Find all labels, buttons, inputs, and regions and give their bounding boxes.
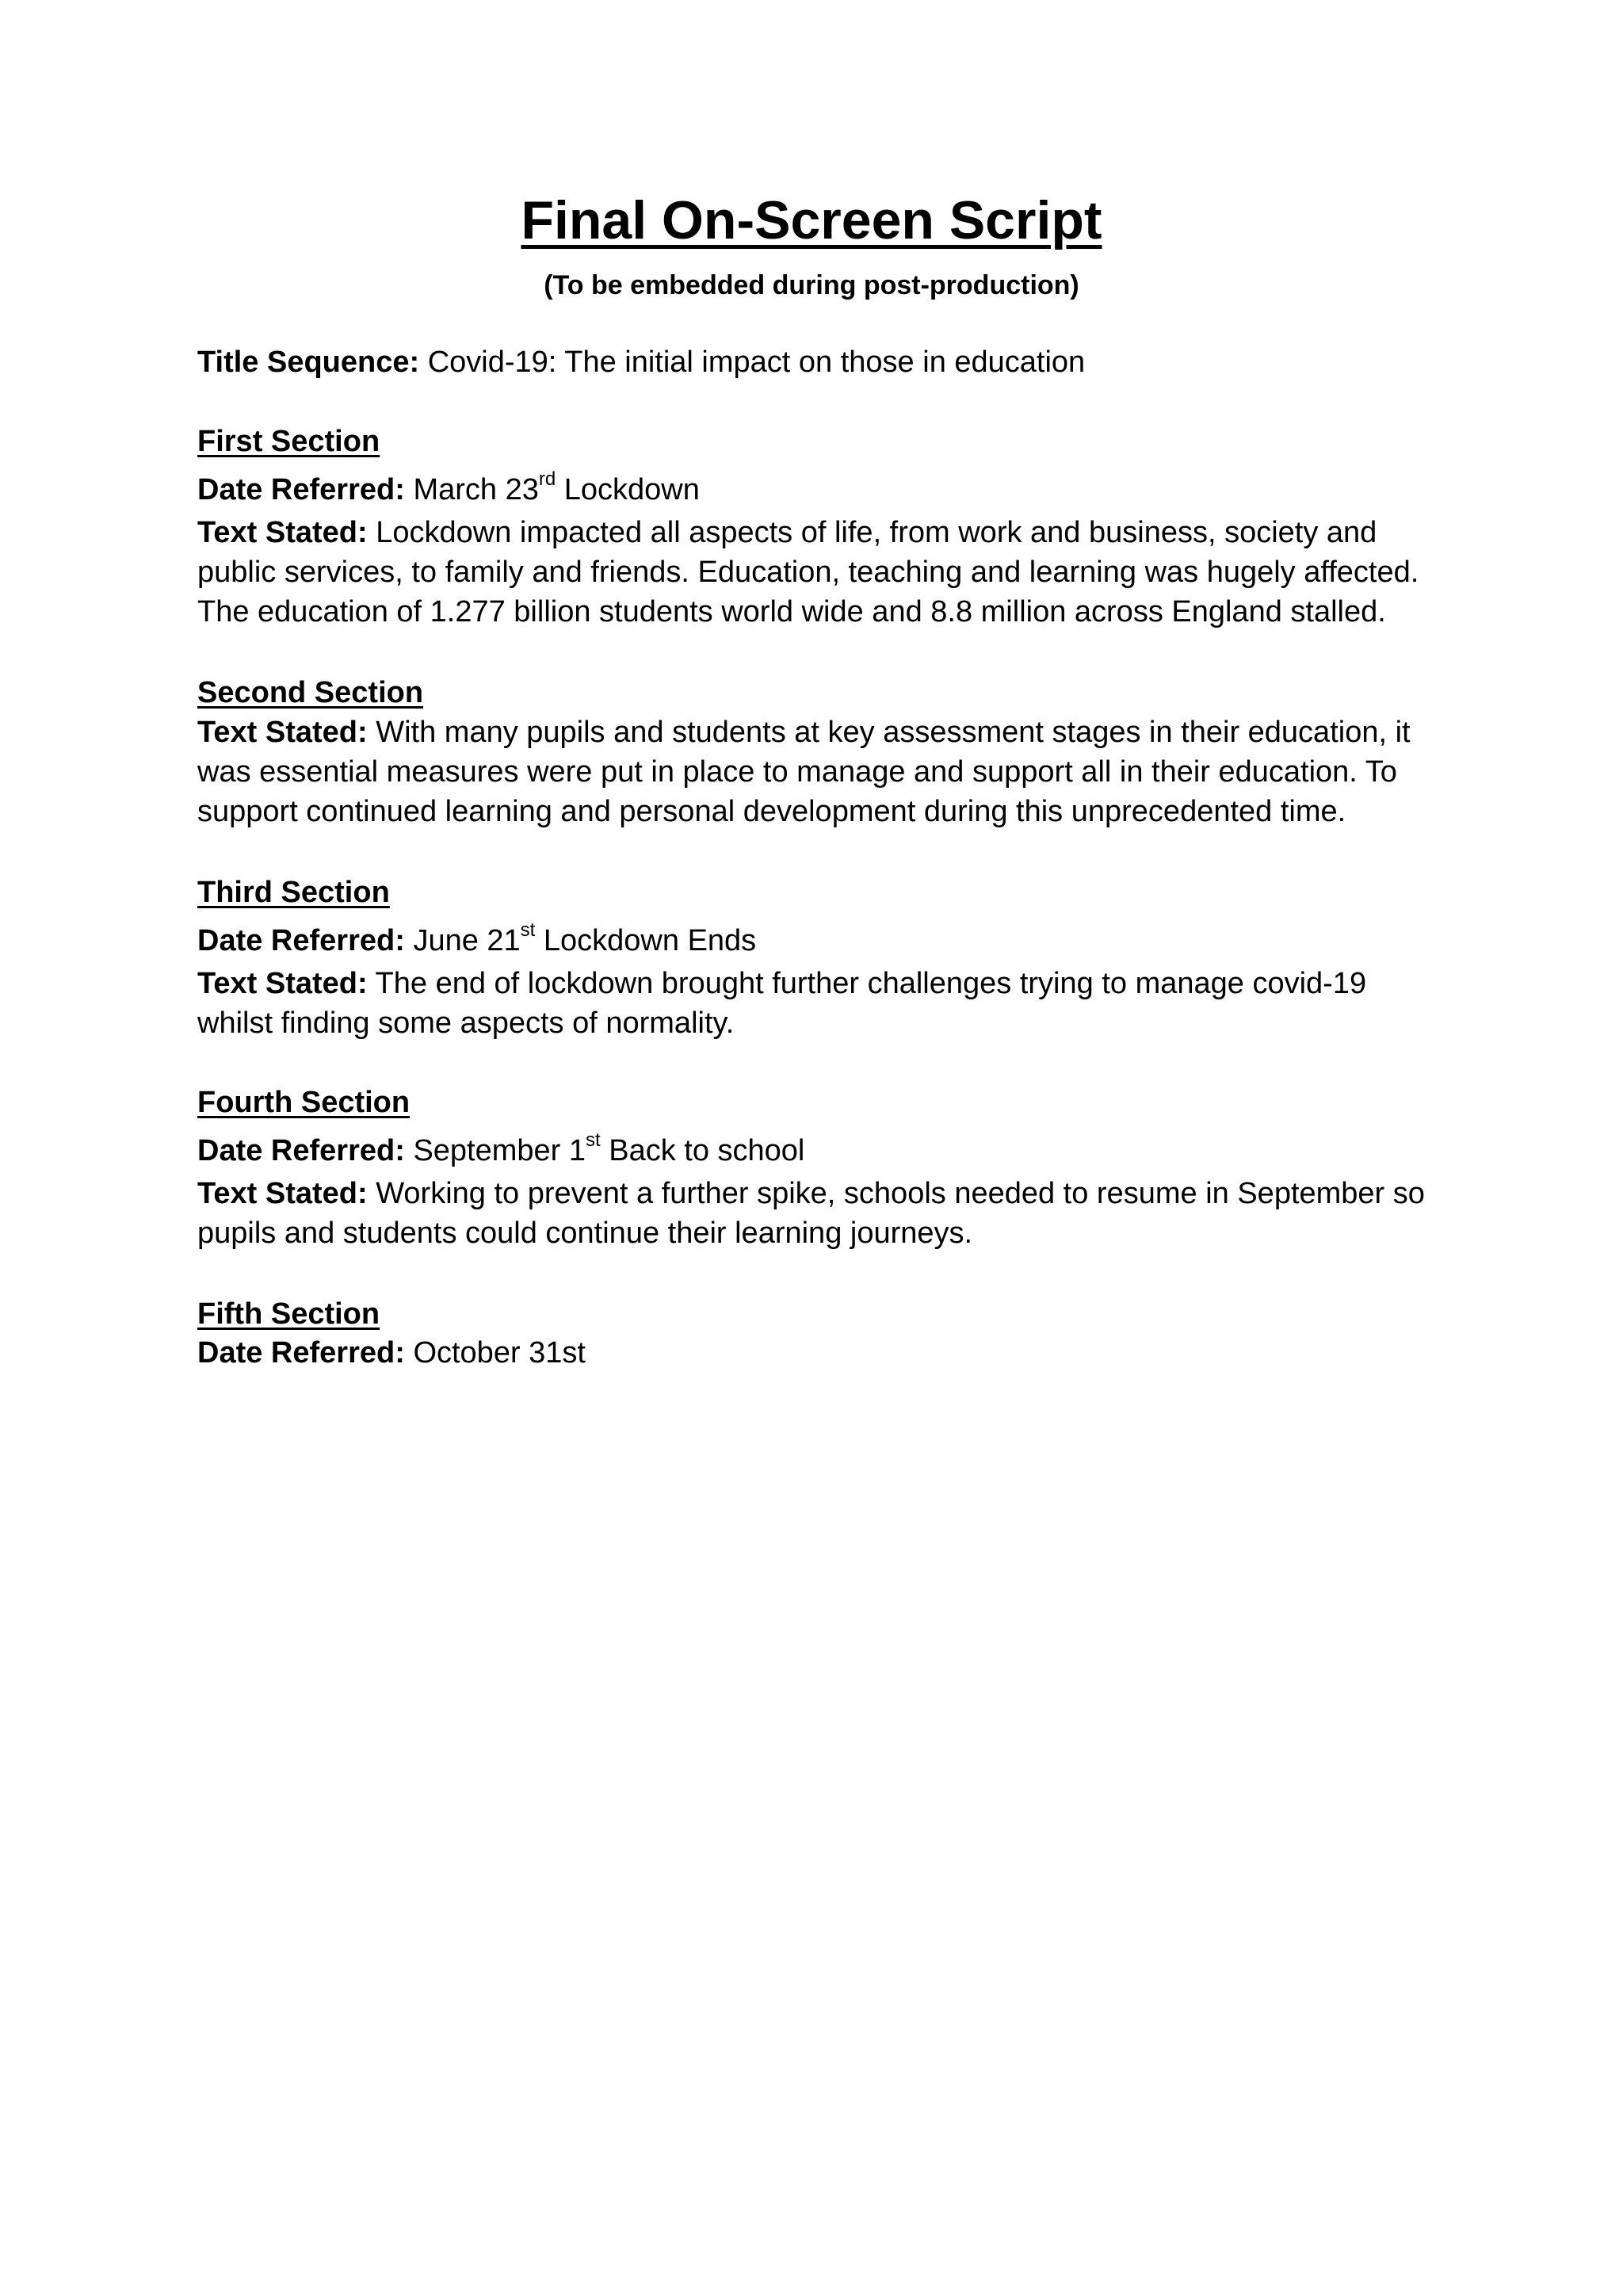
text-line: Lockdown impacted all aspects of life, from work and business, society and [376,516,1377,549]
text-line: pupils and students could continue their learning journeys. [197,1217,973,1250]
date-suffix: rd [538,468,556,491]
date-label: Date Referred: [197,1336,405,1370]
date-value: March 23rd Lockdown [413,468,700,506]
text-line: public services, to family and friends. Education, teaching and learning was hugely affected. [197,556,1419,589]
date-referred-fifth [197,1334,586,1373]
text-line: was essential measures were put in place to manage and support all in their education. To [197,755,1397,789]
date-value: June 21st Lockdown Ends [413,919,757,957]
text-line: whilst finding some aspects of normality. [197,1007,735,1040]
title-sequence-label: Title Sequence: [197,346,420,379]
text-label: Text Stated: [197,716,368,749]
text-stated-first [197,514,1377,552]
title-sequence-value: Covid-19: The initial impact on those in education [427,346,1086,379]
date-referred-third [197,919,757,961]
text-stated-second [197,713,1411,752]
text-label: Text Stated: [197,516,368,549]
text-line: The end of lockdown brought further challenges trying to manage covid-19 [375,967,1367,1000]
date-referred-first [197,468,700,510]
text-line: Working to prevent a further spike, schools needed to resume in September so [376,1177,1425,1210]
document-subtitle: (To be embedded during post-production) [544,270,1079,300]
date-label: Date Referred: [197,473,405,506]
section-heading-third: Third Section [197,876,390,909]
section-heading-first: First Section [197,425,380,458]
date-suffix: st [520,919,536,942]
date-value: September 1st Back to school [413,1129,805,1167]
text-stated-fourth [197,1175,1425,1213]
date-suffix: st [586,1129,601,1152]
date-value: October 31st [413,1336,586,1370]
title-sequence-line [197,343,1085,382]
date-referred-fourth [197,1129,805,1171]
date-label: Date Referred: [197,924,405,957]
text-line: With many pupils and students at key assessment stages in their education, it [376,716,1411,749]
section-heading-fourth: Fourth Section [197,1086,411,1119]
section-heading-fifth: Fifth Section [197,1297,380,1331]
text-line: The education of 1.277 billion students world wide and 8.8 million across England stalled. [197,595,1386,628]
date-label: Date Referred: [197,1134,405,1167]
text-line: support continued learning and personal development during this unprecedented time. [197,795,1346,828]
document-title: Final On-Screen Script [521,190,1102,250]
section-heading-second: Second Section [197,676,424,709]
text-label: Text Stated: [197,967,368,1000]
text-stated-third [197,965,1366,1003]
text-label: Text Stated: [197,1177,368,1210]
